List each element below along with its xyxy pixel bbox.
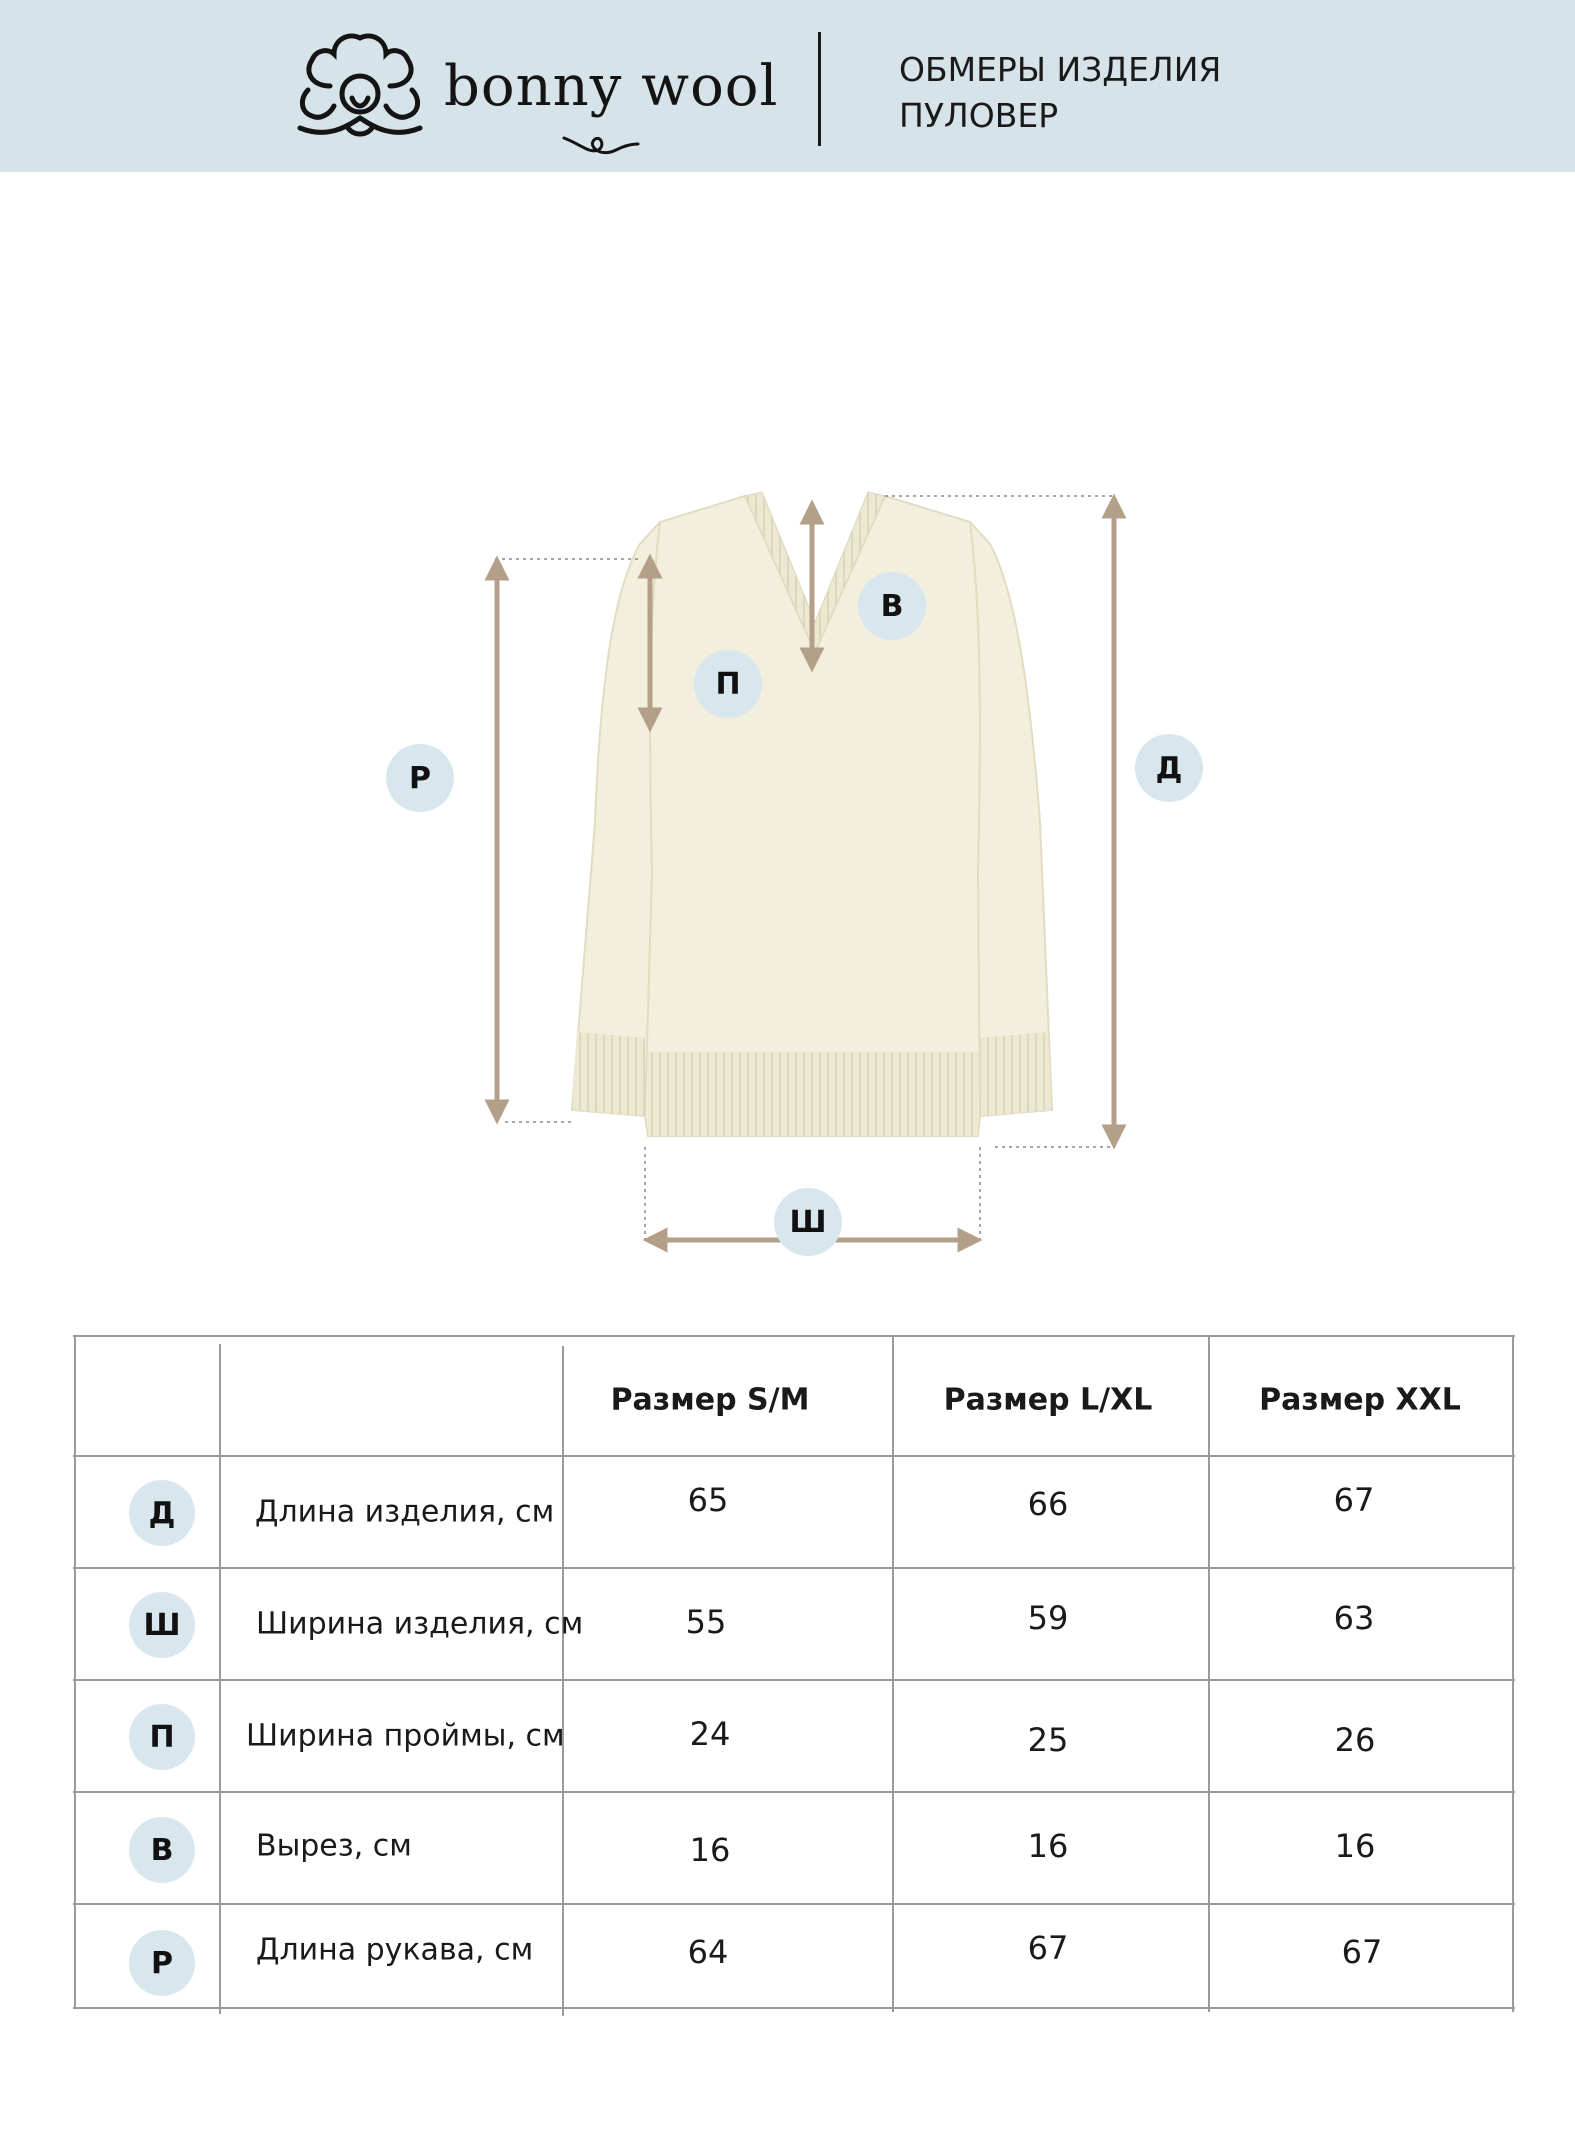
badge-d: Д (1135, 734, 1203, 802)
table-cell: 16 (1027, 1827, 1069, 1865)
brand-logo (290, 28, 779, 152)
row-label-neckline: Вырез, см (256, 1828, 412, 1864)
sweater-hem (648, 1052, 978, 1136)
table-cell: 55 (685, 1603, 727, 1641)
sweater-cuff-right (980, 1032, 1052, 1116)
badge-p: П (694, 650, 762, 718)
badge-v: В (858, 572, 926, 640)
table-cell: 16 (689, 1831, 731, 1869)
row-badge-r: Р (129, 1930, 195, 1996)
table-cell: 66 (1027, 1485, 1069, 1523)
badge-r: Р (386, 744, 454, 812)
table-cell: 24 (689, 1715, 731, 1753)
row-label-sleeve: Длина рукава, см (256, 1932, 534, 1968)
table-cell: 64 (687, 1933, 729, 1971)
table-cell: 67 (1341, 1933, 1383, 1971)
measurement-diagram (0, 172, 1575, 1282)
table-cell: 65 (687, 1481, 729, 1519)
row-badge-p: П (129, 1704, 195, 1770)
header-divider (818, 32, 821, 146)
size-table (0, 1330, 1575, 2030)
sweater-cuff-left (572, 1032, 645, 1116)
table-grid (0, 1330, 1575, 2030)
page-title: ОБМЕРЫ ИЗДЕЛИЯ (899, 50, 1222, 89)
column-header-xxl: Размер XXL (1259, 1382, 1461, 1418)
table-cell: 59 (1027, 1599, 1069, 1637)
row-badge-sh: Ш (129, 1592, 195, 1658)
column-header-lxl: Размер L/XL (943, 1382, 1153, 1418)
row-badge-v: В (129, 1817, 195, 1883)
column-header-sm: Размер S/M (610, 1382, 810, 1418)
header-bar (0, 0, 1575, 172)
page-subtitle: ПУЛОВЕР (899, 96, 1059, 135)
row-badge-d: Д (129, 1480, 195, 1546)
brand-name: bonny wool (444, 54, 779, 119)
cotton-flower-logo-icon (290, 28, 430, 152)
row-label-armhole: Ширина проймы, см (246, 1718, 565, 1754)
table-cell: 26 (1334, 1721, 1376, 1759)
sweater-illustration (0, 172, 1575, 1282)
row-label-width: Ширина изделия, см (256, 1606, 584, 1642)
table-cell: 67 (1027, 1929, 1069, 1967)
table-cell: 16 (1334, 1827, 1376, 1865)
row-label-length: Длина изделия, см (255, 1494, 555, 1530)
table-cell: 67 (1333, 1481, 1375, 1519)
table-cell: 63 (1333, 1599, 1375, 1637)
logo-swirl-icon (560, 114, 640, 164)
table-cell: 25 (1027, 1721, 1069, 1759)
badge-sh: Ш (774, 1188, 842, 1256)
